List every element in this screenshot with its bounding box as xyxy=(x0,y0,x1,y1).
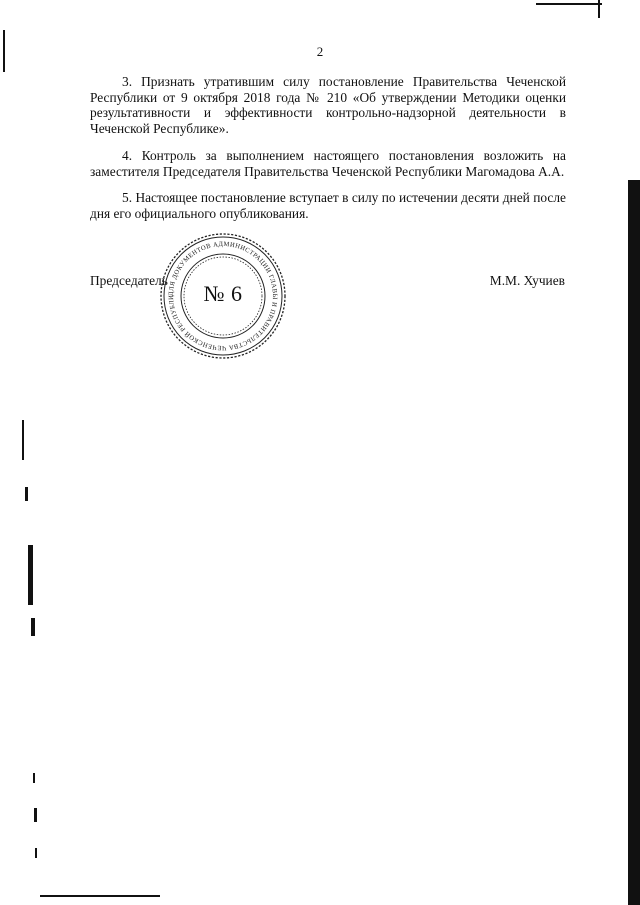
signatory-role: Председатель xyxy=(90,273,168,288)
paragraph-4-text: 4. Контроль за выполнением настоящего постановления возложить на заместителя Председателя Правительства Чеченской Республики Магомадова А.А. xyxy=(90,148,566,179)
paragraph-4 xyxy=(90,148,566,179)
scan-artifact xyxy=(28,545,33,605)
scan-artifact xyxy=(536,3,602,5)
scan-artifact xyxy=(34,808,37,822)
scan-artifact xyxy=(22,420,24,460)
scan-artifact xyxy=(598,0,600,18)
signatory-name: М.М. Хучиев xyxy=(489,273,565,288)
scan-artifact xyxy=(40,895,160,897)
scan-artifact xyxy=(25,487,28,501)
scan-artifact xyxy=(33,773,35,783)
scan-artifact xyxy=(35,848,37,858)
official-seal xyxy=(159,232,287,360)
seal-number: № 6 xyxy=(203,281,243,306)
paragraph-5 xyxy=(90,190,566,221)
scan-artifact xyxy=(3,30,5,72)
paragraph-3-text: 3. Признать утратившим силу постановление Правительства Чеченской Республики от 9 октября 2018 года № 210 «Об утверждении Методики оценки результативности и эффективности контрольно-надзорной деятельности в Чеченской Республике». xyxy=(90,74,566,136)
paragraph-5-text: 5. Настоящее постановление вступает в силу по истечении десяти дней после дня его официального опубликования. xyxy=(90,190,566,221)
paragraph-3 xyxy=(90,74,566,136)
scan-artifact xyxy=(31,618,35,636)
page-number: 2 xyxy=(316,44,324,59)
scan-artifact xyxy=(628,180,640,905)
seal-ring-text: ДЛЯ ДОКУМЕНТОВ АДМИНИСТРАЦИИ ГЛАВЫ И ПРАВИТЕЛЬСТВА ЧЕЧЕНСКОЙ РЕСПУБЛИ xyxy=(167,240,279,352)
